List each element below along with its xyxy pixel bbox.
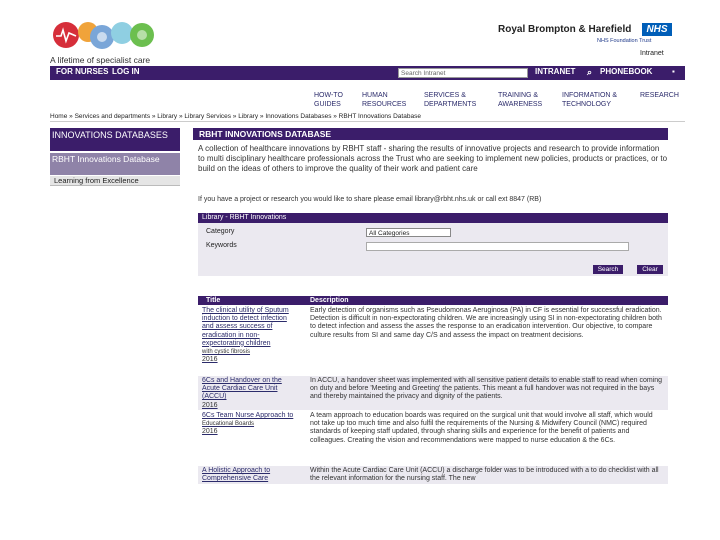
- keywords-label: Keywords: [206, 242, 237, 249]
- submit-info: If you have a project or research you would like to share please email library@rbht.nhs.uk or call ext 8847 (RB): [198, 196, 542, 203]
- nav-human-resources[interactable]: HUMAN RESOURCES: [362, 92, 407, 108]
- search-panel: [198, 223, 668, 276]
- trust-name: Royal Brompton & Harefield: [498, 24, 632, 35]
- sidebar-item-rbht-innovations[interactable]: RBHT Innovations Database: [50, 153, 180, 175]
- category-select[interactable]: All Categories: [366, 228, 451, 237]
- nav-research[interactable]: RESEARCH: [640, 92, 679, 99]
- intranet-link[interactable]: INTRANET: [535, 67, 576, 76]
- search-button[interactable]: Search: [593, 265, 623, 274]
- divider: [50, 121, 685, 122]
- clear-button[interactable]: Clear: [637, 265, 663, 274]
- tagline: A lifetime of specialist care: [50, 55, 151, 65]
- sidebar-item-innovations-databases[interactable]: INNOVATIONS DATABASES: [50, 128, 180, 151]
- phonebook-icon[interactable]: ▪: [672, 67, 675, 76]
- table-row: [198, 411, 668, 465]
- search-icon[interactable]: ⌕: [587, 67, 593, 77]
- keywords-input[interactable]: [366, 242, 629, 251]
- main-nav: [50, 92, 685, 114]
- nhs-logo: NHS: [642, 23, 672, 36]
- category-label: Category: [206, 228, 235, 235]
- row-description: Early detection of organisms such as Pseudomonas Aeruginosa (PA) in CF is essential for successful eradication. Detection is difficult in non-expectorating children. We are increasingly using SI in non-expectorating children both to detect infection and assess the asses the response to an eradication intervention. Our objective, to compare culture results from SI and same day C/S and assess the impact on treatment decisions.: [310, 307, 662, 339]
- nav-services-departments[interactable]: SERVICES & DEPARTMENTS: [424, 92, 477, 108]
- col-description: Description: [310, 297, 349, 304]
- page-title: RBHT INNOVATIONS DATABASE: [193, 128, 668, 140]
- table-row: [198, 306, 668, 375]
- log-in-link[interactable]: LOG IN: [112, 67, 140, 76]
- nav-training-awareness[interactable]: TRAINING & AWARENESS: [498, 92, 543, 108]
- intranet-label: Intranet: [640, 50, 664, 57]
- intro-text: A collection of healthcare innovations by RBHT staff - sharing the results of innovative projects and research to provide information to multi disciplinary healthcare professionals across the Trust who are seeking to implement new policies, products or practices, or to build on the ideas of others to improve the quality of their work and patient care: [198, 144, 668, 173]
- nav-how-to-guides[interactable]: HOW-TO GUIDES: [314, 92, 343, 108]
- table-row: [198, 376, 668, 410]
- phonebook-link[interactable]: PHONEBOOK: [600, 67, 653, 76]
- top-bar: [50, 66, 685, 80]
- for-nurses-link[interactable]: FOR NURSES: [56, 67, 109, 76]
- search-input[interactable]: Search Intranet: [398, 68, 528, 78]
- col-title: Title: [206, 297, 221, 304]
- row-description: In ACCU, a handover sheet was implemented with all sensitive patient details to enable staff to read when coming on duty and before 'Meeting and Greeting' the patients. This meant a full handover was not required in the bays and thereby maintained the privacy and dignity of the patients.: [310, 377, 663, 401]
- row-title-link[interactable]: The clinical utility of Sputum induction to detect infection and assess success of eradication in non-expectorating children with cystic fibrosis 2016: [202, 307, 289, 364]
- table-row: [198, 466, 668, 484]
- table-header: [198, 296, 668, 305]
- sidebar-item-learning-from-excellence[interactable]: Learning from Excellence: [50, 176, 180, 186]
- rbh-logo: [50, 18, 170, 52]
- row-description: A team approach to education boards was required on the surgical unit that would involve all staff, which would not take up too much time and also fulfil the requirements of the Nursing & Midwifery Council (NMC) required standards of keeping staff updated, through sharing skills and experience for the benefit of patients and colleagues. Creating the vision and recommendations were mapped to nurse education & the 6Cs.: [310, 412, 653, 444]
- row-description: Within the Acute Cardiac Care Unit (ACCU) a discharge folder was to be introduced with a to do checklist with all the relevant information for the nursing staff. The new: [310, 467, 659, 483]
- row-title-link[interactable]: A Holistic Approach to Comprehensive Care: [202, 467, 271, 483]
- breadcrumb[interactable]: Home » Services and departments » Library » Library Services » Library » Innovations Databases » RBHT Innovations Database: [50, 113, 421, 120]
- trust-subtitle: NHS Foundation Trust: [597, 38, 652, 44]
- row-title-link[interactable]: 6Cs and Handover on the Acute Cardiac Care Unit (ACCU) 2016: [202, 377, 282, 409]
- row-title-link[interactable]: 6Cs Team Nurse Approach to Educational Boards 2016: [202, 412, 294, 436]
- nav-information-technology[interactable]: INFORMATION & TECHNOLOGY: [562, 92, 618, 108]
- search-panel-title: Library - RBHT Innovations: [198, 213, 668, 223]
